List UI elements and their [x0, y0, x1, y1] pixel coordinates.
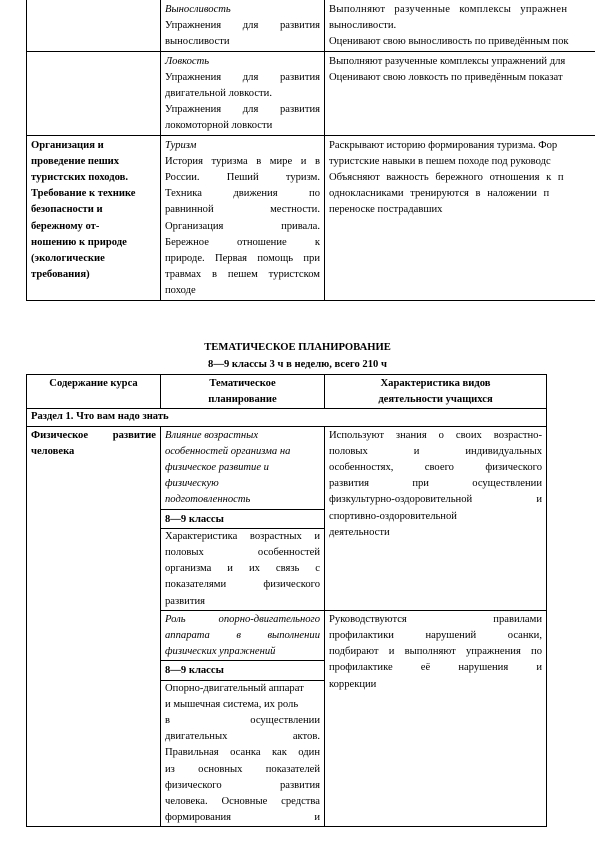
text-line: профилактике её нарушения и [329, 662, 542, 674]
text-line: проведение пеших [31, 155, 120, 167]
text-line: коррекции [329, 678, 377, 690]
page-subtitle: 8—9 классы 3 ч в неделю, всего 210 ч [208, 359, 387, 370]
activity-musculoskeletal [325, 610, 547, 827]
text-line: организма и их связь с [165, 563, 320, 575]
section-title: Раздел 1. Что вам надо знать [31, 411, 169, 423]
text-line: формирования и [165, 812, 320, 824]
text-line: деятельности [329, 526, 390, 538]
table-row [27, 426, 547, 610]
text-line: Упражнения для развития [165, 104, 320, 116]
text-line: ношению к природе [31, 236, 127, 248]
text-line: переноске пострадавших [329, 204, 443, 216]
header-course-content [27, 375, 161, 409]
text-line: Организация и [31, 139, 104, 151]
text-line: Оценивают свою ловкость по приведённым показат [329, 71, 563, 83]
text-line: России. Пеший туризм. [165, 172, 320, 184]
topic-title: особенностей организма на [165, 445, 291, 457]
text-line: Оценивают свою выносливость по приведённым пок [329, 36, 569, 48]
text-line: Организация привала. [165, 220, 320, 232]
grade-block [161, 660, 324, 679]
continuation-table [26, 0, 595, 301]
planning-table [26, 374, 547, 827]
activity-age-features [325, 426, 547, 610]
section-heading [27, 409, 547, 426]
header-label: Характеристика видов [380, 378, 491, 389]
text-line: Объясняют важность бережного отношения к п [329, 172, 564, 184]
topic-agility [161, 51, 325, 135]
text-line: Физическое развитие [31, 429, 156, 441]
header-thematic-planning [161, 375, 325, 409]
text-line: физического развития [165, 779, 320, 791]
topic-title: Выносливость [165, 4, 231, 15]
text-line: человека [31, 445, 75, 457]
text-line: выносливости. [329, 20, 397, 32]
text-line: двигательной ловкости. [165, 88, 272, 100]
text-line: развития [165, 595, 206, 607]
text-line: локомоторной ловкости [165, 120, 273, 132]
table-row [27, 51, 595, 135]
empty-section-cell [27, 0, 161, 51]
text-line: спортивно-оздоровительной [329, 510, 457, 522]
text-line: двигательных актов. [165, 731, 320, 743]
grade-label: 8—9 классы [165, 665, 224, 677]
text-line: Опорно-двигательный аппарат [165, 682, 304, 694]
text-line: Раскрывают историю формирования туризма. Фор [329, 139, 558, 151]
text-line: и мышечная система, их роль [165, 698, 299, 710]
section-row [27, 409, 547, 426]
content-block [161, 528, 324, 610]
text-line: История туризма в мире и в [165, 155, 320, 167]
text-line: Руководствуются правилами [329, 613, 542, 625]
page-title: ТЕМАТИЧЕСКОЕ ПЛАНИРОВАНИЕ [204, 342, 391, 353]
header-label: планирование [208, 394, 277, 406]
topic-title: Ловкость [165, 55, 210, 67]
text-line: Требование к технике [31, 188, 136, 200]
topic-title: Влияние возрастных [165, 429, 259, 441]
header-label: Содержание курса [49, 378, 138, 389]
header-label: Тематическое [209, 378, 276, 389]
text-line: человека. Основные средства [165, 796, 320, 808]
topic-title: физическую [165, 478, 219, 490]
topic-tourism [161, 135, 325, 300]
table-row [27, 0, 595, 51]
topic-title: физическое развитие и [165, 462, 269, 474]
text-line: выносливости [165, 36, 230, 48]
text-line: Характеристика возрастных и [165, 530, 320, 542]
header-label: деятельности учащихся [378, 394, 493, 406]
text-line: однокласниками тренируются в наложении п [329, 188, 550, 200]
text-line: (экологические [31, 253, 105, 265]
text-line: Выполняют разученные комплексы упражнений для [329, 55, 566, 67]
section-physical-development [27, 426, 161, 827]
text-line: из основных показателей [165, 763, 320, 775]
grade-block [161, 509, 324, 528]
text-line: половых особенностей [165, 547, 320, 559]
header-activity [325, 375, 547, 409]
table-row [27, 135, 595, 300]
text-line: Бережное отношение к [165, 236, 320, 248]
text-line: Правильная осанка как один [165, 747, 320, 759]
header-row [27, 375, 547, 409]
section-tourism [27, 135, 161, 300]
text-line: бережному от- [31, 220, 100, 232]
text-line: показателями физического [165, 579, 320, 591]
text-line: туристские навыки в пешем походе под руководс [329, 155, 551, 167]
text-line: в осуществлении [165, 715, 320, 727]
text-line: природе. Первая помощь при [165, 253, 320, 265]
content-block [161, 680, 324, 827]
topic-title: Роль опорно-двигательного [165, 613, 320, 625]
text-line: профилактики нарушений осанки, [329, 630, 542, 642]
text-line: туристских походов. [31, 172, 129, 184]
text-line: безопасности и [31, 204, 103, 216]
activity-tourism [325, 135, 595, 300]
text-line: развития при осуществлении [329, 478, 542, 490]
text-line: особенностях, своего физического [329, 462, 542, 474]
topic-title: подготовленность [165, 494, 251, 506]
topic-endurance [161, 0, 325, 51]
grade-label: 8—9 классы [165, 513, 224, 525]
text-line: равнинной местности. [165, 204, 320, 216]
topic-title: Туризм [165, 139, 197, 151]
text-line: травмах в пешем туристском [165, 269, 320, 281]
text-line: половых и индивидуальных [329, 445, 542, 457]
activity-agility [325, 51, 595, 135]
text-line: Используют знания о своих возрастно- [329, 429, 542, 441]
topic-title: физических упражнений [165, 646, 276, 658]
empty-section-cell [27, 51, 161, 135]
text-line: требования) [31, 269, 90, 281]
text-line: Выполняют разученные комплексы упражнен [329, 4, 568, 15]
text-line: физкультурно-оздоровительной и [329, 494, 542, 506]
text-line: подбирают и выполняют упражнения по [329, 646, 542, 658]
text-line: походе [165, 285, 196, 297]
text-line: Техника движения по [165, 188, 320, 200]
topic-musculoskeletal [161, 610, 325, 827]
activity-endurance [325, 0, 595, 51]
topic-title: аппарата в выполнении [165, 630, 320, 642]
text-line: Упражнения для развития [165, 71, 320, 83]
text-line: Упражнения для развития [165, 20, 320, 32]
topic-age-features [161, 426, 325, 610]
